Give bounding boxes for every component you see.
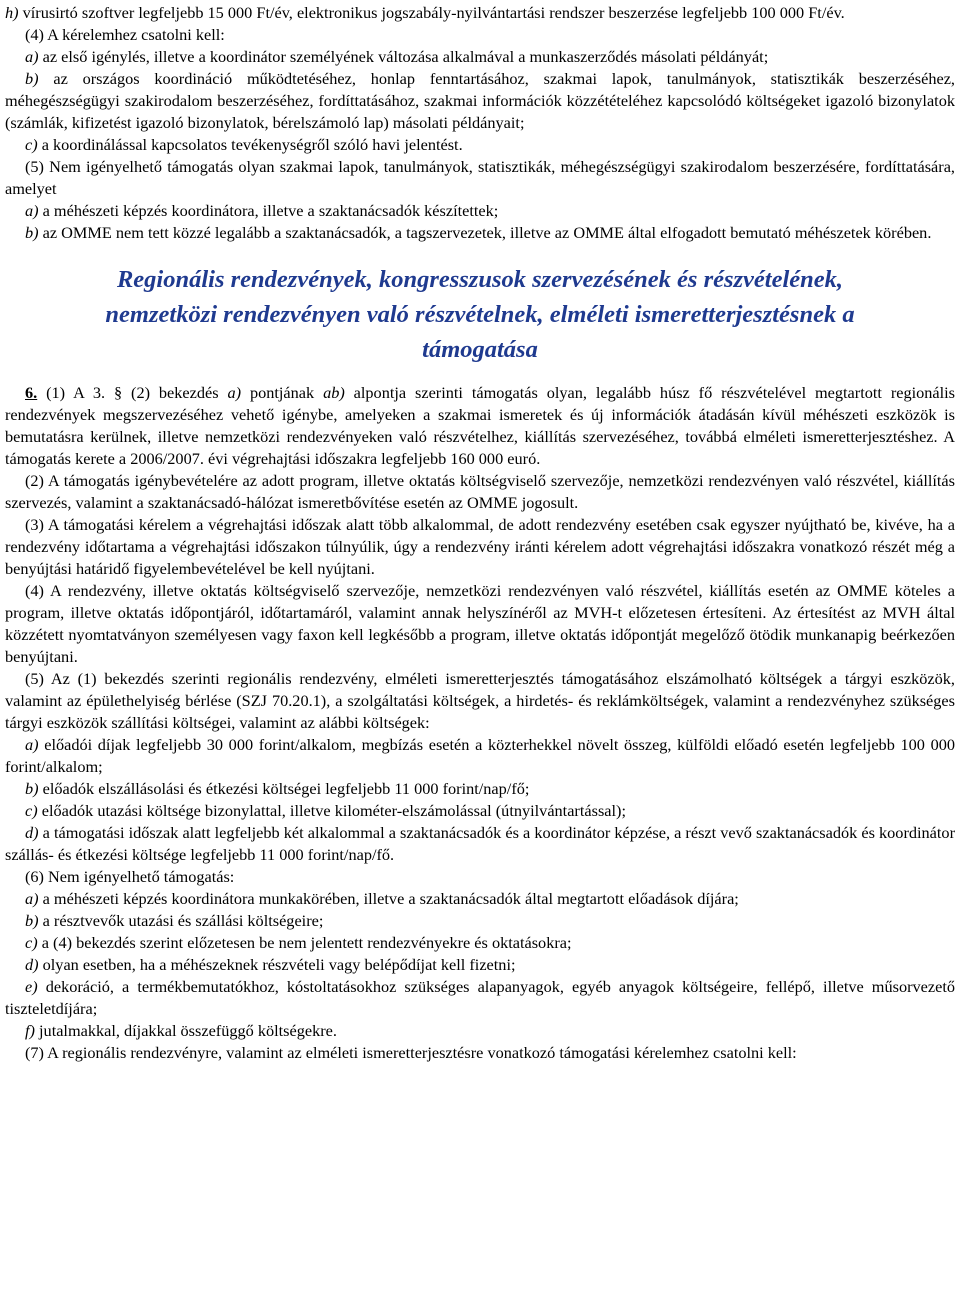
list-item: [5, 1020, 955, 1042]
item-text: a méhészeti képzés koordinátora, illetve a szaktanácsadók készítettek;: [38, 201, 499, 220]
point-reference: a): [227, 383, 242, 402]
list-item: [5, 200, 955, 222]
paragraph: [5, 866, 955, 888]
item-label: e): [25, 977, 38, 996]
list-item: [5, 954, 955, 976]
section-heading: [5, 262, 955, 367]
list-item: [5, 68, 955, 134]
item-text: előadók elszállásolási és étkezési költségei legfeljebb 11 000 forint/nap/fő;: [38, 779, 530, 798]
item-text: előadók utazási költsége bizonylattal, illetve kilométer-elszámolással (útnyilvántartással);: [37, 801, 626, 820]
item-label: b): [25, 223, 39, 242]
section-heading-line: támogatása: [422, 336, 538, 363]
item-text: a koordinálással kapcsolatos tevékenységről szóló havi jelentést.: [37, 135, 463, 154]
list-item: [5, 800, 955, 822]
paragraph-text: (3) A támogatási kérelem a végrehajtási időszak alatt több alkalommal, de adott rendezvény esetében csak egyszer nyújtható be, kivéve, ha a rendezvény időtartama a végrehajtási időszakon túlnyúlik, úgy a rendezvény iránti kérelem adott végrehajtási időszakra vonatkozó részét még a benyújtási határidő figyelembevételével be kell nyújtani.: [5, 515, 955, 578]
section-number: 6.: [25, 383, 38, 402]
list-item: [5, 778, 955, 800]
list-item: [5, 888, 955, 910]
paragraph-text: (5) Nem igényelhető támogatás olyan szakmai lapok, tanulmányok, statisztikák, méhegészségügyi szakirodalom beszerzésére, fordíttatására, amelyet: [5, 157, 955, 198]
paragraph-text: (2) bekezdés: [122, 383, 228, 402]
paragraph-text: pontjának: [241, 383, 324, 402]
paragraph-text: (4) A rendezvény, illetve oktatás költségviselő szervezője, nemzetközi rendezvényen való részvétel, kiállítás esetén az OMME köteles a program, illetve oktatás időpontjáról, időtartamáról, valamint annak helyszínéről az MVH-t előzetesen értesíteni. Az értesítést az MVH által közzétett nyomtatványon személyesen vagy faxon kell legkésőbb a program, illetve oktatás időpontját megelőző ötödik munkanapig beérkezően benyújtani.: [5, 581, 955, 666]
paragraph-text: (5) Az (1) bekezdés szerinti regionális rendezvény, elméleti ismeretterjesztés támogatásához elszámolható költségek a tárgyi eszközök, valamint az épülethelyiség bérlése (SZJ 70.20.1), a szolgáltatási költségek, a hirdetés- és reklámköltségek, valamint a rendezvényhez szükséges tárgyi eszközök szállítási költségei, valamint az alábbi költségek:: [5, 669, 955, 732]
item-text: a résztvevők utazási és szállási költségeire;: [38, 911, 324, 930]
item-label: a): [25, 47, 39, 66]
section-paragraph: [5, 382, 955, 470]
list-item: [5, 910, 955, 932]
item-text: dekoráció, a termékbemutatókhoz, kóstoltatásokhoz szükséges alapanyagok, egyéb anyagok költségeire, fellépő, illetve műsorvezető tiszteletdíjára;: [5, 977, 955, 1018]
item-text: vírusirtó szoftver legfeljebb 15 000 Ft/év, elektronikus jogszabály-nyilvántartási rendszer beszerzése legfeljebb 100 000 Ft/év.: [18, 3, 845, 22]
paragraph: [5, 580, 955, 668]
paragraph: [5, 1042, 955, 1064]
item-label: a): [25, 735, 39, 754]
item-label: a): [25, 201, 39, 220]
paragraph-text: (6) Nem igényelhető támogatás:: [25, 867, 235, 886]
item-text: a (4) bekezdés szerint előzetesen be nem jelentett rendezvényekre és oktatásokra;: [37, 933, 572, 952]
paragraph-sign: §: [113, 383, 123, 402]
list-item: [5, 734, 955, 778]
item-text: olyan esetben, ha a méhészeknek részvételi vagy belépődíjat kell fizetni;: [38, 955, 516, 974]
section-heading-line: nemzetközi rendezvényen való részvételnek, elméleti ismeretterjesztésnek a: [105, 301, 855, 328]
item-label: d): [25, 955, 39, 974]
item-text: az OMME nem tett közzé legalább a szaktanácsadók, a tagszervezetek, illetve az OMME által elfogadott bemutató méhészetek körében.: [38, 223, 932, 242]
list-item: [5, 2, 955, 24]
item-label: f): [25, 1021, 35, 1040]
paragraph-text: (4) A kérelemhez csatolni kell:: [25, 25, 225, 44]
list-item: [5, 134, 955, 156]
paragraph: [5, 24, 955, 46]
item-text: a támogatási időszak alatt legfeljebb két alkalommal a szaktanácsadók és a koordinátor képzése, a részt vevő szaktanácsadók és koordinátor szállás- és étkezési költsége legfeljebb 11 000 forint/nap/fő.: [5, 823, 955, 864]
section-heading-line: Regionális rendezvények, kongresszusok szervezésének és részvételének,: [116, 266, 844, 293]
paragraph: [5, 470, 955, 514]
list-item: [5, 822, 955, 866]
item-label: b): [25, 69, 39, 88]
item-label: c): [25, 933, 38, 952]
list-item: [5, 222, 955, 244]
item-label: b): [25, 779, 39, 798]
list-item: [5, 976, 955, 1020]
paragraph: [5, 668, 955, 734]
item-text: előadói díjak legfeljebb 30 000 forint/alkalom, megbízás esetén a közterhekkel növelt összeg, külföldi előadó esetén legfeljebb 100 000 forint/alkalom;: [5, 735, 955, 776]
point-reference: ab): [323, 383, 345, 402]
item-text: az első igénylés, illetve a koordinátor személyének változása alkalmával a munkaszerződés másolati példányát;: [38, 47, 769, 66]
paragraph: [5, 156, 955, 200]
paragraph-text: (7) A regionális rendezvényre, valamint az elméleti ismeretterjesztésre vonatkozó támogatási kérelemhez csatolni kell:: [25, 1043, 797, 1062]
item-label: a): [25, 889, 39, 908]
list-item: [5, 932, 955, 954]
paragraph-text: (1) A 3.: [37, 383, 114, 402]
paragraph-text: (2) A támogatás igénybevételére az adott program, illetve oktatás költségviselő szervezője, nemzetközi rendezvényen való részvétel, kiállítás szervezés, valamint a szaktanácsadó-hálózat ismeretbővítése esetén az OMME jogosult.: [5, 471, 955, 512]
item-label: h): [5, 3, 19, 22]
list-item: [5, 46, 955, 68]
item-text: jutalmakkal, díjakkal összefüggő költségekre.: [34, 1021, 337, 1040]
paragraph-text: alpontja szerinti támogatás olyan, legalább húsz fő részvételével megtartott regionális rendezvények megszervezéséhez vehető igénybe, amelyeken a szakmai ismeretek és új információk átadásán kívül méhészeti eszközök is bemutatásra kerülnek, illetve nemzetközi rendezvényeken való részvételhez, kiállítás szervezéséhez, továbbá elméleti ismeretterjesztéshez. A támogatás kerete a 2006/2007. évi végrehajtási időszakra legfeljebb 160 000 euró.: [5, 383, 956, 468]
item-label: c): [25, 801, 38, 820]
paragraph: [5, 514, 955, 580]
item-label: b): [25, 911, 39, 930]
item-label: d): [25, 823, 39, 842]
item-text: az országos koordináció működtetéséhez, honlap fenntartásához, szakmai lapok, tanulmányok, statisztikák beszerzéséhez, méhegészségügyi szakirodalom beszerzéséhez, fordíttatásához, szakmai információk közzétételéhez kapcsolódó költségeket igazoló bizonylatok (számlák, kifizetést igazoló bizonylatok, bérelszámoló lap) másolati példányait;: [5, 69, 955, 132]
item-text: a méhészeti képzés koordinátora munkakörében, illetve a szaktanácsadók által megtartott előadások díjára;: [38, 889, 739, 908]
item-label: c): [25, 135, 38, 154]
